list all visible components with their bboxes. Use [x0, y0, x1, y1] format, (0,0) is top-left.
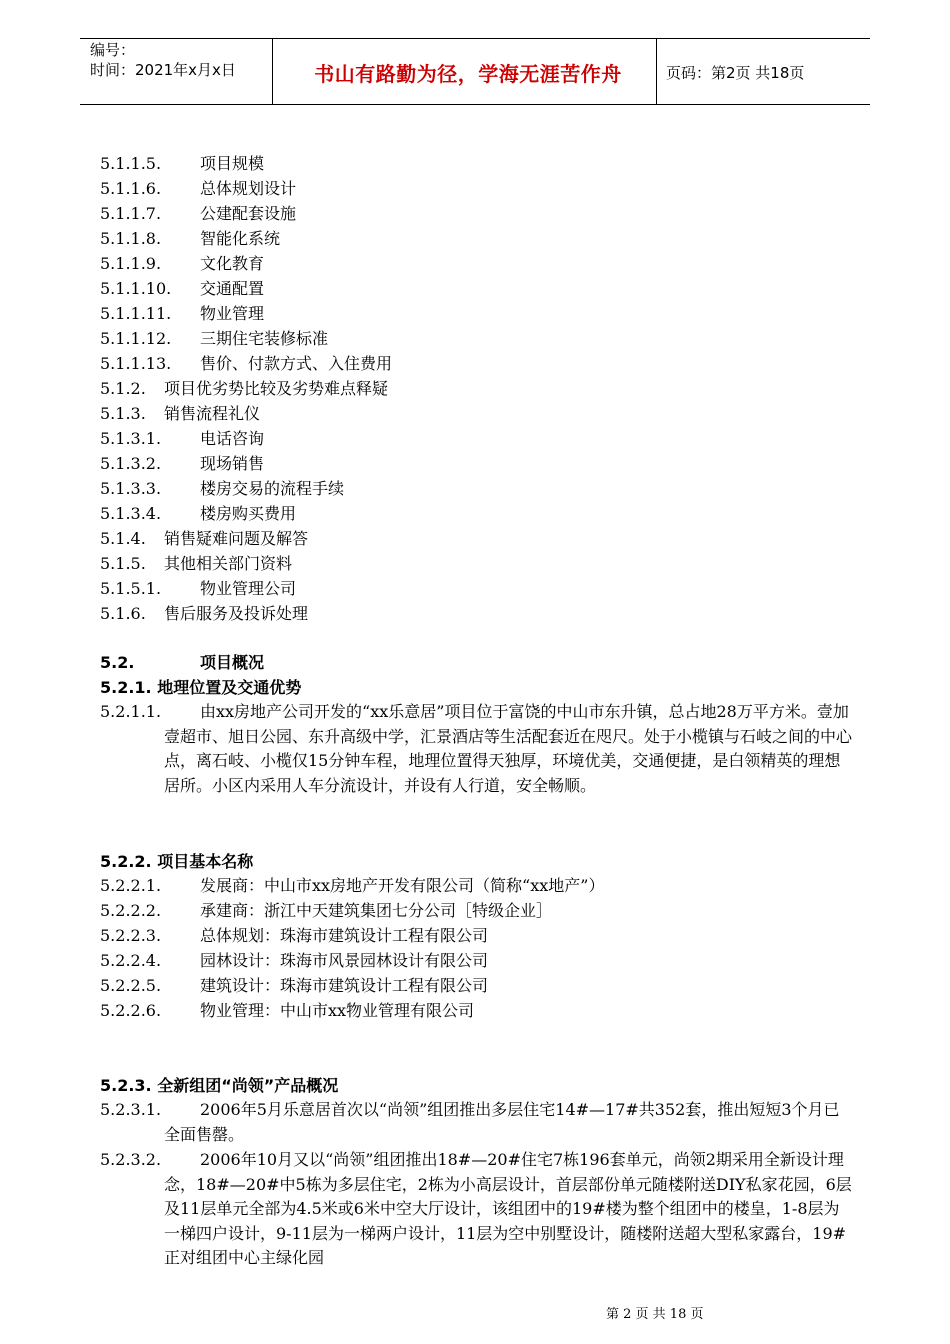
header-meta	[90, 40, 236, 80]
section-title: 项目概况	[200, 653, 265, 672]
toc-item	[100, 576, 296, 601]
toc-text: 智能化系统	[200, 229, 281, 248]
header-divider	[656, 38, 657, 104]
toc-number: 5.1.5.	[100, 554, 146, 573]
toc-text: 交通配置	[200, 279, 265, 298]
toc-item	[100, 226, 280, 251]
paragraph-text: 2006年10月又以“尚领”组团推出18#—20#住宅7栋196套单元，尚领2期采用全新设计理念，18#—20#中5栋为多层住宅，2栋为小高层设计，首层部份单元随楼附送DIY私家花园，6层及11层单元全部为4.5米或6米中空大厅设计，该组团中的19#楼为整个组团中的楼皇，1-8层为一梯四户设计，9-11层为一梯两户设计，11层为空中别墅设计，随楼附送超大型私家露台，19#正对组团中心主绿化园	[164, 1150, 852, 1267]
toc-number: 5.1.6.	[100, 604, 146, 623]
paragraph-5-2-1-1	[100, 700, 852, 798]
item-number: 5.2.2.5.	[100, 976, 162, 995]
paragraph-number: 5.2.3.2.	[100, 1150, 162, 1169]
toc-item	[100, 601, 308, 626]
toc-item	[100, 251, 264, 276]
header-bottom-rule	[80, 104, 870, 105]
toc-item	[100, 276, 264, 301]
toc-text: 物业管理公司	[200, 579, 297, 598]
toc-item	[100, 326, 328, 351]
header-top-rule	[80, 38, 870, 39]
toc-number: 5.1.1.12.	[100, 329, 172, 348]
project-info-item	[100, 948, 488, 973]
toc-number: 5.1.3.3.	[100, 479, 162, 498]
toc-number: 5.1.1.11.	[100, 304, 172, 323]
toc-number: 5.1.5.1.	[100, 579, 162, 598]
toc-item	[100, 376, 388, 401]
date-label: 时间：2021年x月x日	[90, 61, 236, 79]
item-number: 5.2.2.1.	[100, 876, 162, 895]
section-heading-5-2	[100, 650, 264, 675]
item-number: 5.2.2.4.	[100, 951, 162, 970]
toc-text: 销售流程礼仪	[164, 404, 261, 423]
toc-number: 5.1.2.	[100, 379, 146, 398]
paragraph-text: 由xx房地产公司开发的“xx乐意居”项目位于富饶的中山市东升镇，总占地28万平方米。壹加壹超市、旭日公园、东升高级中学，汇景酒店等生活配套近在咫尺。处于小榄镇与石岐之间的中心点，离石岐、小榄仅15分钟车程，地理位置得天独厚，环境优美，交通便捷，是白领精英的理想居所。小区内采用人车分流设计，并设有人行道，安全畅顺。	[164, 702, 853, 795]
paragraph-text: 2006年5月乐意居首次以“尚领”组团推出多层住宅14#—17#共352套，推出短短3个月已全面售罄。	[164, 1100, 840, 1144]
header-divider	[272, 38, 273, 104]
toc-number: 5.1.3.	[100, 404, 146, 423]
toc-item	[100, 301, 264, 326]
paragraph-5-2-3-1	[100, 1098, 852, 1147]
toc-text: 电话咨询	[200, 429, 265, 448]
toc-text: 楼房交易的流程手续	[200, 479, 345, 498]
item-text: 总体规划：珠海市建筑设计工程有限公司	[200, 926, 489, 945]
serial-label: 编号：	[90, 41, 136, 59]
toc-text: 其他相关部门资料	[164, 554, 293, 573]
section-heading-5-2-2: 5.2.2. 项目基本名称	[100, 852, 254, 871]
paragraph-5-2-3-2	[100, 1148, 852, 1271]
toc-text: 项目规模	[200, 154, 265, 173]
item-text: 物业管理：中山市xx物业管理有限公司	[200, 1001, 475, 1020]
item-number: 5.2.2.6.	[100, 1001, 162, 1020]
toc-item	[100, 476, 344, 501]
header-motto: 书山有路勤为径，学海无涯苦作舟	[314, 62, 622, 86]
toc-number: 5.1.1.5.	[100, 154, 162, 173]
toc-number: 5.1.3.4.	[100, 504, 162, 523]
item-text: 承建商：浙江中天建筑集团七分公司［特级企业］	[200, 901, 553, 920]
item-text: 发展商：中山市xx房地产开发有限公司（简称“xx地产”）	[200, 876, 605, 895]
toc-item	[100, 501, 296, 526]
item-text: 园林设计：珠海市风景园林设计有限公司	[200, 951, 489, 970]
project-info-item	[100, 998, 474, 1023]
toc-item	[100, 401, 260, 426]
header-page-info: 页码：第2页 共18页	[666, 64, 805, 82]
paragraph-number: 5.2.3.1.	[100, 1100, 162, 1119]
toc-number: 5.1.1.13.	[100, 354, 172, 373]
item-text: 建筑设计：珠海市建筑设计工程有限公司	[200, 976, 489, 995]
toc-text: 项目优劣势比较及劣势难点释疑	[164, 379, 389, 398]
project-info-item	[100, 873, 604, 898]
section-heading-5-2-3: 5.2.3. 全新组团“尚领”产品概况	[100, 1076, 339, 1095]
toc-text: 售后服务及投诉处理	[164, 604, 309, 623]
toc-text: 三期住宅装修标准	[200, 329, 329, 348]
toc-number: 5.1.1.9.	[100, 254, 162, 273]
page-footer: 第 2 页 共 18 页	[606, 1307, 704, 1322]
toc-number: 5.1.1.10.	[100, 279, 172, 298]
project-info-item	[100, 898, 552, 923]
toc-number: 5.1.1.8.	[100, 229, 162, 248]
toc-item	[100, 451, 264, 476]
toc-item	[100, 351, 392, 376]
toc-text: 楼房购买费用	[200, 504, 297, 523]
toc-text: 售价、付款方式、入住费用	[200, 354, 393, 373]
item-number: 5.2.2.3.	[100, 926, 162, 945]
toc-text: 销售疑难问题及解答	[164, 529, 309, 548]
toc-number: 5.1.1.7.	[100, 204, 162, 223]
toc-item	[100, 151, 264, 176]
toc-item	[100, 526, 308, 551]
toc-number: 5.1.3.2.	[100, 454, 162, 473]
toc-item	[100, 426, 264, 451]
toc-text: 物业管理	[200, 304, 265, 323]
toc-text: 现场销售	[200, 454, 265, 473]
toc-item	[100, 176, 296, 201]
toc-text: 公建配套设施	[200, 204, 297, 223]
toc-number: 5.1.1.6.	[100, 179, 162, 198]
toc-text: 总体规划设计	[200, 179, 297, 198]
item-number: 5.2.2.2.	[100, 901, 162, 920]
section-heading-5-2-1: 5.2.1. 地理位置及交通优势	[100, 678, 302, 697]
toc-item	[100, 551, 292, 576]
toc-item	[100, 201, 296, 226]
project-info-item	[100, 923, 488, 948]
section-number: 5.2.	[100, 653, 135, 672]
toc-number: 5.1.3.1.	[100, 429, 162, 448]
paragraph-number: 5.2.1.1.	[100, 702, 162, 721]
project-info-item	[100, 973, 488, 998]
toc-number: 5.1.4.	[100, 529, 146, 548]
toc-text: 文化教育	[200, 254, 265, 273]
